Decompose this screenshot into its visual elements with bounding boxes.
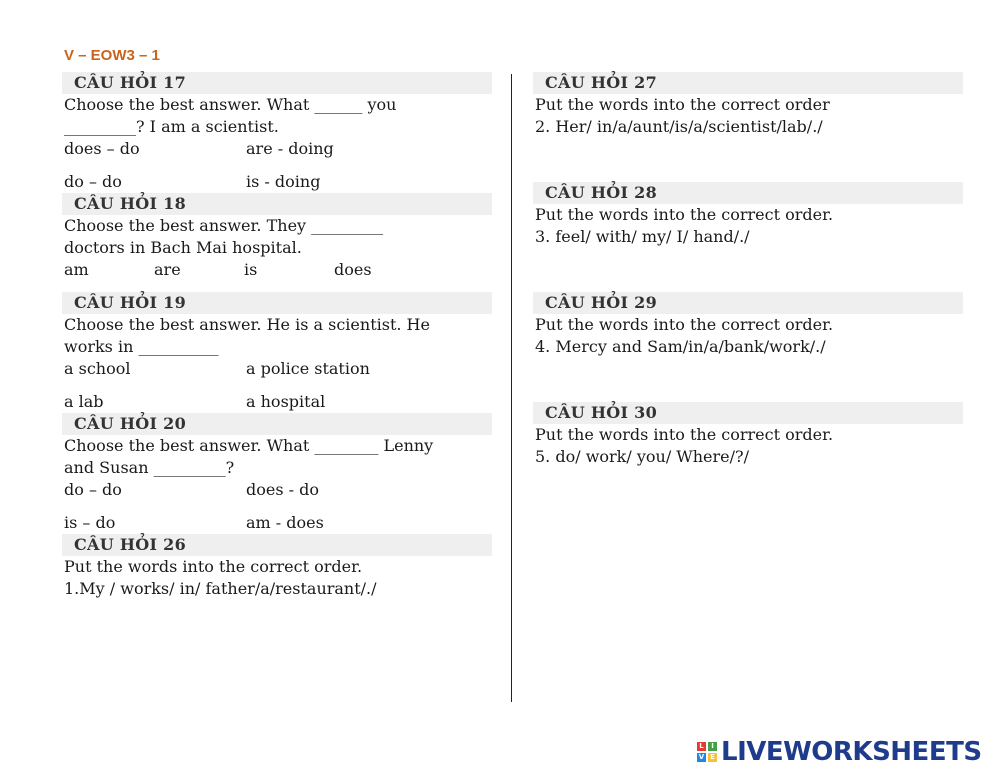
question-30-header: CÂU HỎI 30 — [533, 402, 963, 424]
question-27-header: CÂU HỎI 27 — [533, 72, 963, 94]
question-28-words[interactable]: 3. feel/ with/ my/ I/ hand/./ — [535, 227, 750, 246]
option-button[interactable]: are - doing — [246, 139, 334, 158]
logo-block: V — [698, 753, 705, 761]
right-column — [533, 72, 963, 468]
question-17-line-2: _________? I am a scientist. — [64, 117, 279, 136]
question-18-line-1: Choose the best answer. They _________ — [64, 216, 384, 235]
logo-text: LIVEWORKSHEETS — [721, 737, 982, 767]
question-30-instruction: Put the words into the correct order. — [535, 425, 834, 444]
question-19-options-row-2 — [62, 391, 492, 413]
option-button[interactable]: am — [64, 260, 89, 279]
question-20-line-2: and Susan _________? — [64, 458, 235, 477]
question-19-header: CÂU HỎI 19 — [62, 292, 492, 314]
document-title: V – EOW3 – 1 — [64, 47, 160, 64]
question-27-words[interactable]: 2. Her/ in/a/aunt/is/a/scientist/lab/./ — [535, 117, 823, 136]
logo-block: I — [708, 742, 717, 751]
logo-block: E — [708, 753, 717, 762]
question-29-header: CÂU HỎI 29 — [533, 292, 963, 314]
question-17-header: CÂU HỎI 17 — [62, 72, 492, 94]
question-18-line-2: doctors in Bach Mai hospital. — [64, 238, 302, 257]
question-26-instruction: Put the words into the correct order. — [64, 557, 363, 576]
question-26-header: CÂU HỎI 26 — [62, 534, 492, 556]
question-29-words[interactable]: 4. Mercy and Sam/in/a/bank/work/./ — [535, 337, 826, 356]
option-button[interactable]: is — [244, 260, 258, 279]
question-17-options-row-2 — [62, 171, 492, 193]
option-button[interactable]: a school — [64, 359, 131, 378]
question-17-options — [62, 138, 492, 160]
option-button[interactable]: are — [154, 260, 181, 279]
option-button[interactable]: am - does — [246, 513, 324, 532]
option-button[interactable]: a police station — [246, 359, 370, 378]
option-button[interactable]: do – do — [64, 172, 122, 191]
option-button[interactable]: does - do — [246, 480, 320, 499]
question-28-instruction: Put the words into the correct order. — [535, 205, 834, 224]
question-19-options — [62, 358, 492, 380]
question-18-header: CÂU HỎI 18 — [62, 193, 492, 215]
option-button[interactable]: does — [334, 260, 372, 279]
question-29-instruction: Put the words into the correct order. — [535, 315, 834, 334]
question-19-line-2: works in __________ — [64, 337, 219, 356]
column-divider — [511, 74, 512, 702]
option-button[interactable]: is - doing — [246, 172, 321, 191]
question-17-line-1: Choose the best answer. What ______ you — [64, 95, 397, 114]
question-20-options — [62, 479, 492, 501]
option-button[interactable]: is – do — [64, 513, 116, 532]
left-column — [62, 72, 492, 600]
logo-block: L — [697, 742, 706, 751]
option-button[interactable]: do – do — [64, 480, 122, 499]
question-28-header: CÂU HỎI 28 — [533, 182, 963, 204]
question-19-line-1: Choose the best answer. He is a scientist. He — [64, 315, 430, 334]
liveworksheets-logo — [697, 736, 982, 768]
question-26-words[interactable]: 1.My / works/ in/ father/a/restaurant/./ — [64, 579, 377, 598]
option-button[interactable]: a hospital — [246, 392, 326, 411]
question-30-words[interactable]: 5. do/ work/ you/ Where/?/ — [535, 447, 749, 466]
question-20-line-1: Choose the best answer. What ________ Lenny — [64, 436, 434, 455]
option-button[interactable]: a lab — [64, 392, 104, 411]
question-18-options — [62, 259, 492, 281]
logo-blocks-icon — [697, 742, 717, 762]
question-20-header: CÂU HỎI 20 — [62, 413, 492, 435]
option-button[interactable]: does – do — [64, 139, 140, 158]
question-27-instruction: Put the words into the correct order — [535, 95, 830, 114]
question-20-options-row-2 — [62, 512, 492, 534]
